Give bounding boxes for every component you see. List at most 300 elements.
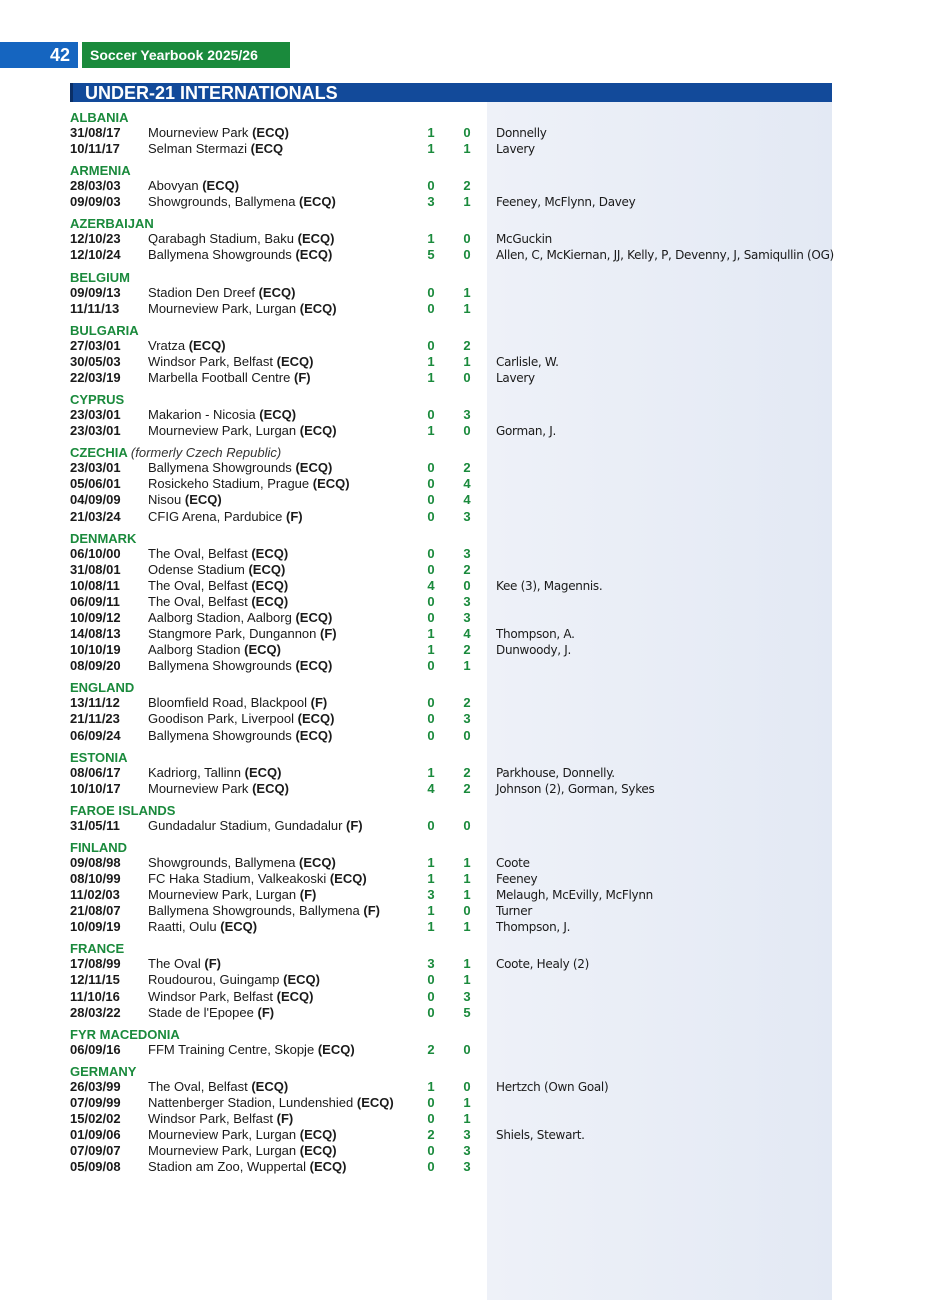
match-date: 06/09/16 (70, 1041, 121, 1057)
ni-score: 0 (427, 695, 435, 711)
ni-score: 0 (427, 284, 435, 300)
ni-score: 2 (427, 1127, 435, 1143)
venue-name: Stadion Den Dreef (148, 284, 255, 300)
venue-name: Selman Stermazi (148, 141, 247, 157)
venue-name: Stangmore Park, Dungannon (148, 626, 317, 642)
match-venue (148, 1095, 394, 1111)
opponent-score: 2 (463, 561, 471, 577)
country-block (70, 216, 834, 263)
venue-name: Vratza (148, 337, 186, 353)
country-block (70, 445, 830, 524)
venue-name: Raatti, Oulu (148, 919, 217, 935)
match-row (70, 855, 830, 871)
ni-score: 2 (427, 1041, 435, 1057)
match-venue (148, 594, 288, 610)
goal-scorers: Parkhouse, Donnelly. (496, 765, 615, 780)
competition-code: (F) (310, 695, 328, 711)
ni-score: 0 (427, 711, 435, 727)
venue-name: Mourneview Park, Lurgan (148, 887, 297, 903)
match-venue (148, 972, 320, 988)
ni-score: 4 (427, 577, 435, 593)
match-venue (148, 626, 337, 642)
match-date: 07/09/99 (70, 1094, 121, 1110)
match-date: 09/09/03 (70, 194, 121, 210)
opponent-score: 0 (463, 247, 471, 263)
competition-code: (ECQ) (276, 353, 314, 369)
match-row (70, 423, 830, 439)
match-row (70, 407, 830, 423)
match-date: 09/08/98 (70, 854, 121, 870)
match-date: 12/10/24 (70, 247, 121, 263)
match-date: 28/03/22 (70, 1004, 121, 1020)
opponent-score: 1 (463, 956, 471, 972)
competition-code: (F) (363, 903, 380, 919)
opponent-score: 2 (463, 764, 471, 780)
opponent-score: 0 (463, 1078, 471, 1094)
match-row (70, 781, 830, 797)
match-date: 06/09/11 (70, 593, 120, 609)
match-date: 12/10/23 (70, 231, 121, 247)
ni-score: 0 (427, 407, 435, 423)
venue-name: Odense Stadium (148, 561, 245, 577)
match-row (70, 989, 830, 1005)
competition-code: (ECQ) (299, 423, 337, 439)
match-venue (148, 247, 332, 263)
venue-name: Ballymena Showgrounds (148, 247, 292, 263)
country-name: BELGIUM (70, 269, 130, 285)
match-date: 31/08/01 (70, 561, 121, 577)
ni-score: 0 (427, 817, 435, 833)
venue-name: Stadion am Zoo, Wuppertal (148, 1159, 307, 1175)
competition-code: (ECQ) (295, 460, 333, 476)
opponent-score: 1 (463, 141, 471, 157)
venue-name: The Oval, Belfast (148, 577, 248, 593)
venue-name: Showgrounds, Ballymena (148, 854, 296, 870)
match-date: 08/06/17 (70, 764, 121, 780)
opponent-score: 1 (463, 854, 471, 870)
opponent-score: 1 (463, 919, 471, 935)
match-row (70, 1095, 830, 1111)
match-row (70, 301, 830, 317)
match-venue (148, 1005, 274, 1021)
country-heading (70, 323, 830, 338)
venue-name: Mourneview Park (148, 780, 249, 796)
goal-scorers: Johnson (2), Gorman, Sykes (496, 781, 655, 796)
match-date: 06/09/24 (70, 727, 121, 743)
venue-name: Kadriorg, Tallinn (148, 764, 241, 780)
match-row (70, 818, 830, 834)
match-date: 21/03/24 (70, 508, 121, 524)
competition-code: (ECQ (250, 141, 284, 157)
venue-name: The Oval, Belfast (148, 1078, 248, 1094)
competition-code: (ECQ) (312, 476, 350, 492)
opponent-score: 2 (463, 780, 471, 796)
ni-score: 1 (427, 642, 435, 658)
country-heading (70, 1064, 830, 1079)
country-heading (70, 803, 830, 818)
match-row (70, 1111, 830, 1127)
competition-code: (F) (299, 887, 317, 903)
country-block (70, 1027, 830, 1058)
competition-code: (ECQ) (299, 854, 336, 870)
country-heading (70, 270, 830, 285)
competition-code: (ECQ) (283, 972, 320, 988)
match-date: 31/08/17 (70, 125, 121, 140)
competition-code: (ECQ) (259, 407, 297, 423)
ni-score: 1 (427, 919, 435, 935)
ni-score: 1 (427, 353, 435, 369)
opponent-score: 0 (463, 817, 471, 833)
match-row (70, 141, 830, 157)
competition-code: (ECQ) (248, 561, 286, 577)
country-name: BULGARIA (70, 322, 139, 338)
match-row (70, 711, 830, 727)
ni-score: 0 (427, 1143, 435, 1159)
venue-name: Mourneview Park, Lurgan (148, 300, 297, 316)
ni-score: 0 (427, 593, 435, 609)
match-venue (148, 194, 336, 210)
goal-scorers: Thompson, A. (496, 627, 575, 642)
match-venue (148, 562, 285, 578)
venue-name: Ballymena Showgrounds (148, 658, 292, 674)
goal-scorers: Hertzch (Own Goal) (496, 1079, 609, 1094)
opponent-score: 2 (463, 178, 471, 194)
country-name: DENMARK (70, 530, 137, 546)
competition-code: (ECQ) (202, 178, 240, 194)
opponent-score: 1 (463, 1094, 471, 1110)
match-date: 23/03/01 (70, 407, 121, 423)
competition-code: (ECQ) (276, 988, 314, 1004)
match-venue (148, 492, 222, 508)
goal-scorers: Dunwoody, J. (496, 643, 572, 658)
match-date: 23/03/01 (70, 460, 121, 476)
match-row (70, 1079, 830, 1095)
match-date: 04/09/09 (70, 492, 121, 508)
match-venue (148, 887, 316, 903)
opponent-score: 3 (463, 508, 471, 524)
country-heading (70, 750, 830, 765)
match-row (70, 1005, 830, 1021)
match-venue (148, 423, 337, 439)
match-row (70, 578, 830, 594)
match-row (70, 871, 830, 887)
ni-score: 1 (427, 764, 435, 780)
competition-code: (ECQ) (251, 1078, 289, 1094)
venue-name: Qarabagh Stadium, Baku (148, 231, 294, 247)
venue-name: Stade de l'Epopee (148, 1004, 254, 1020)
match-row (70, 1042, 830, 1058)
match-date: 27/03/01 (70, 337, 121, 353)
ni-score: 3 (427, 956, 435, 972)
match-row (70, 594, 830, 610)
match-date: 14/08/13 (70, 626, 121, 642)
country-name: CZECHIA (70, 445, 128, 461)
match-venue (148, 407, 296, 423)
match-venue (148, 818, 363, 834)
opponent-score: 0 (463, 903, 471, 919)
match-row (70, 194, 830, 210)
ni-score: 0 (427, 508, 435, 524)
opponent-score: 2 (463, 460, 471, 476)
opponent-score: 0 (463, 369, 471, 385)
match-row (70, 285, 830, 301)
match-venue (148, 141, 283, 157)
venue-name: Ballymena Showgrounds, Ballymena (148, 903, 360, 919)
match-date: 10/11/17 (70, 141, 120, 157)
country-block (70, 531, 830, 675)
country-block (70, 270, 830, 317)
venue-name: Bloomfield Road, Blackpool (148, 695, 307, 711)
match-venue (148, 989, 313, 1005)
competition-code: (F) (257, 1004, 275, 1020)
match-date: 17/08/99 (70, 956, 121, 972)
ni-score: 0 (427, 988, 435, 1004)
venue-name: The Oval, Belfast (148, 593, 248, 609)
venue-name: Marbella Football Centre (148, 369, 291, 385)
competition-code: (ECQ) (299, 1127, 337, 1143)
country-name: GERMANY (70, 1063, 137, 1079)
country-name: CYPRUS (70, 392, 125, 408)
ni-score: 0 (427, 1094, 435, 1110)
competition-code: (F) (293, 369, 311, 385)
competition-code: (F) (346, 817, 363, 833)
match-row (70, 460, 830, 476)
competition-code: (ECQ) (244, 642, 281, 658)
country-name: ARMENIA (70, 163, 131, 179)
match-row (70, 610, 830, 626)
competition-code: (ECQ) (317, 1041, 355, 1057)
competition-code: (ECQ) (299, 300, 337, 316)
competition-code: (ECQ) (295, 658, 333, 674)
venue-name: Nisou (148, 492, 182, 508)
match-venue (148, 1111, 293, 1127)
match-date: 05/06/01 (70, 476, 121, 492)
country-name: AZERBAIJAN (70, 216, 154, 232)
opponent-score: 0 (463, 231, 471, 247)
country-name: FRANCE (70, 941, 125, 957)
ni-score: 0 (427, 561, 435, 577)
match-row (70, 728, 830, 744)
match-venue (148, 578, 288, 594)
opponent-score: 3 (463, 988, 471, 1004)
competition-code: (ECQ) (295, 609, 333, 625)
venue-name: Abovyan (148, 178, 199, 194)
opponent-score: 3 (463, 545, 471, 561)
opponent-score: 3 (463, 609, 471, 625)
match-date: 21/11/23 (70, 711, 120, 727)
match-date: 09/09/13 (70, 284, 121, 300)
match-venue (148, 871, 367, 887)
opponent-score: 0 (463, 423, 471, 439)
venue-name: FFM Training Centre, Skopje (148, 1041, 315, 1057)
opponent-score: 1 (463, 300, 471, 316)
ni-score: 0 (427, 545, 435, 561)
ni-score: 0 (427, 460, 435, 476)
match-date: 21/08/07 (70, 903, 121, 919)
book-title: Soccer Yearbook 2025/26 (82, 42, 290, 68)
match-venue (148, 658, 332, 674)
opponent-score: 0 (463, 727, 471, 743)
competition-code: (ECQ) (252, 780, 289, 796)
match-venue (148, 642, 281, 658)
venue-name: The Oval, Belfast (148, 545, 248, 561)
opponent-score: 1 (463, 658, 471, 674)
ni-score: 4 (427, 780, 435, 796)
competition-code: (ECQ) (220, 919, 258, 935)
match-venue (148, 728, 332, 744)
country-heading (70, 163, 830, 178)
match-venue (148, 125, 289, 141)
competition-code: (ECQ) (297, 231, 335, 247)
country-heading (70, 445, 830, 460)
match-row (70, 903, 830, 919)
match-venue (148, 1042, 355, 1058)
country-heading (70, 110, 830, 125)
match-date: 30/05/03 (70, 353, 121, 369)
venue-name: Windsor Park, Belfast (148, 353, 273, 369)
match-venue (148, 1127, 337, 1143)
goal-scorers: Feeney, McFlynn, Davey (496, 195, 636, 210)
venue-name: Windsor Park, Belfast (148, 988, 273, 1004)
match-venue (148, 476, 350, 492)
match-date: 28/03/03 (70, 178, 121, 194)
goal-scorers: Shiels, Stewart. (496, 1128, 585, 1143)
match-row (70, 972, 830, 988)
match-venue (148, 460, 332, 476)
opponent-score: 2 (463, 642, 471, 658)
competition-code: (F) (320, 626, 337, 642)
match-row (70, 546, 830, 562)
venue-name: Aalborg Stadion, Aalborg (148, 609, 292, 625)
page-number: 42 (0, 42, 78, 68)
competition-code: (ECQ) (244, 764, 282, 780)
country-block (70, 750, 830, 797)
venue-name: Ballymena Showgrounds (148, 460, 292, 476)
match-row (70, 1127, 830, 1143)
match-row (70, 509, 830, 525)
match-date: 11/10/16 (70, 988, 120, 1004)
ni-score: 0 (427, 972, 435, 988)
match-venue (148, 919, 257, 935)
country-block (70, 1064, 830, 1176)
match-venue (148, 285, 295, 301)
country-heading (70, 531, 830, 546)
country-name: FAROE ISLANDS (70, 802, 176, 818)
match-venue (148, 695, 327, 711)
goal-scorers: Melaugh, McEvilly, McFlynn (496, 888, 653, 903)
opponent-score: 3 (463, 407, 471, 423)
opponent-score: 1 (463, 284, 471, 300)
match-date: 10/09/19 (70, 919, 121, 935)
country-block (70, 680, 830, 743)
competition-code: (ECQ) (299, 1143, 337, 1159)
goal-scorers: Coote, Healy (2) (496, 957, 589, 972)
match-row (70, 370, 830, 386)
opponent-score: 4 (463, 492, 471, 508)
match-row (70, 338, 830, 354)
competition-code: (ECQ) (251, 577, 289, 593)
section-title: UNDER-21 INTERNATIONALS (70, 83, 832, 102)
venue-name: Roudourou, Guingamp (148, 972, 280, 988)
country-note: (formerly Czech Republic) (130, 445, 282, 461)
competition-code: (ECQ) (329, 871, 367, 886)
opponent-score: 1 (463, 1111, 471, 1127)
venue-name: The Oval (148, 956, 201, 972)
competition-code: (ECQ) (251, 545, 289, 561)
match-row (70, 956, 830, 972)
goal-scorers: Donnelly (496, 126, 547, 140)
ni-score: 1 (427, 1078, 435, 1094)
competition-code: (ECQ) (297, 711, 335, 727)
match-date: 31/05/11 (70, 817, 120, 833)
ni-score: 0 (427, 658, 435, 674)
opponent-score: 0 (463, 1041, 471, 1057)
ni-score: 0 (427, 476, 435, 492)
goal-scorers: Turner (496, 904, 532, 919)
venue-name: Gundadalur Stadium, Gundadalur (148, 817, 343, 833)
ni-score: 0 (427, 300, 435, 316)
match-row (70, 1159, 830, 1175)
ni-score: 0 (427, 1159, 435, 1175)
opponent-score: 4 (463, 626, 471, 642)
venue-name: Mourneview Park, Lurgan (148, 423, 297, 439)
goal-scorers: Lavery (496, 142, 535, 157)
match-row (70, 1143, 830, 1159)
venue-name: Nattenberger Stadion, Lundenshied (148, 1094, 354, 1110)
opponent-score: 1 (463, 194, 471, 210)
country-heading (70, 840, 830, 855)
match-row (70, 658, 830, 674)
opponent-score: 4 (463, 476, 471, 492)
match-venue (148, 370, 311, 386)
match-row (70, 887, 830, 903)
country-name: ALBANIA (70, 110, 129, 125)
country-block (70, 163, 830, 210)
competition-code: (F) (276, 1111, 294, 1127)
ni-score: 0 (427, 1004, 435, 1020)
match-venue (148, 301, 337, 317)
match-venue (148, 546, 288, 562)
opponent-score: 2 (463, 337, 471, 353)
match-date: 07/09/07 (70, 1143, 121, 1159)
goal-scorers: Kee (3), Magennis. (496, 578, 603, 593)
opponent-score: 3 (463, 1143, 471, 1159)
venue-name: FC Haka Stadium, Valkeakoski (148, 871, 327, 886)
goal-scorers: Feeney (496, 872, 538, 886)
country-block (70, 323, 830, 386)
competition-code: (ECQ) (184, 492, 222, 508)
ni-score: 0 (427, 1111, 435, 1127)
opponent-score: 3 (463, 711, 471, 727)
ni-score: 3 (427, 887, 435, 903)
ni-score: 0 (427, 609, 435, 625)
country-heading (70, 680, 830, 695)
match-row (70, 626, 830, 642)
match-row (70, 354, 830, 370)
country-heading (70, 1027, 830, 1042)
country-name: FYR MACEDONIA (70, 1026, 180, 1042)
match-venue (148, 509, 303, 525)
match-venue (148, 711, 334, 727)
competition-code: (ECQ) (251, 593, 289, 609)
goal-scorers: McGuckin (496, 232, 552, 247)
country-name: ENGLAND (70, 680, 135, 696)
venue-name: Makarion - Nicosia (148, 407, 256, 423)
match-venue (148, 855, 336, 871)
match-date: 11/02/03 (70, 887, 120, 903)
match-row (70, 765, 830, 781)
country-block (70, 392, 830, 439)
